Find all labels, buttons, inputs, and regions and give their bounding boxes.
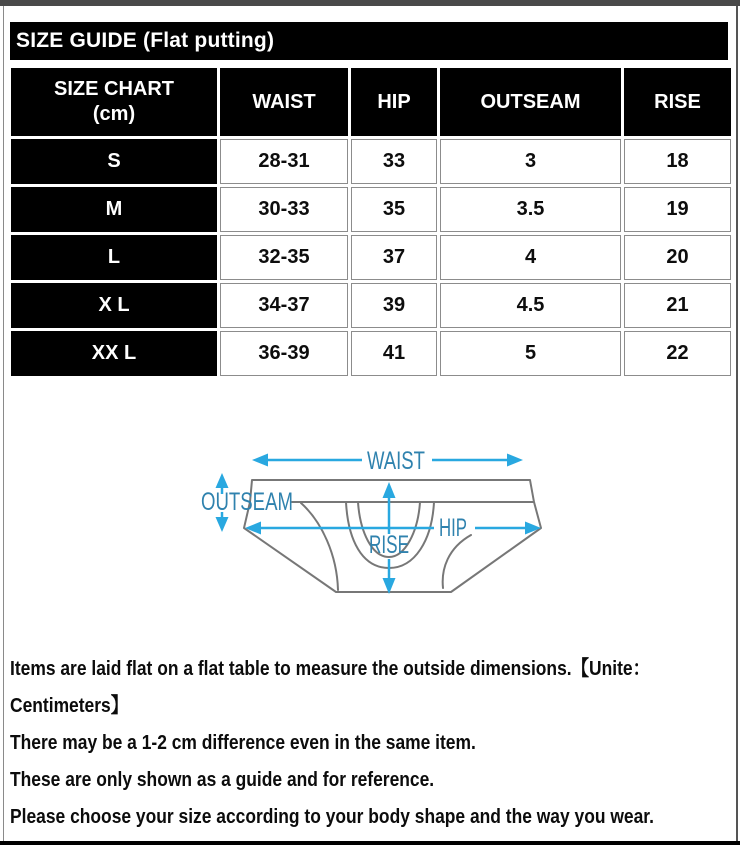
size-chart-table [8, 65, 734, 379]
cell-rise: 19 [624, 187, 731, 232]
right-border-line [736, 6, 738, 841]
cell-hip: 37 [351, 235, 437, 280]
cell-waist: 36-39 [220, 331, 348, 376]
cell-waist: 28-31 [220, 139, 348, 184]
cell-size: X L [11, 283, 217, 328]
note-line: There may be a 1-2 cm difference even in the same item. [10, 731, 476, 754]
table-row [11, 139, 731, 184]
note-line: These are only shown as a guide and for reference. [10, 768, 435, 791]
cell-rise: 22 [624, 331, 731, 376]
cell-outseam: 5 [440, 331, 621, 376]
bottom-border-strip [0, 841, 740, 845]
page-title: SIZE GUIDE (Flat putting) [16, 29, 275, 52]
cell-rise: 18 [624, 139, 731, 184]
left-border-line [3, 6, 4, 841]
cell-hip: 35 [351, 187, 437, 232]
cell-size: M [11, 187, 217, 232]
waist-label: WAIST [367, 447, 425, 475]
top-border-strip [0, 0, 740, 6]
header-rise: RISE [624, 68, 731, 136]
cell-size: XX L [11, 331, 217, 376]
table-row [11, 331, 731, 376]
header-outseam: OUTSEAM [440, 68, 621, 136]
note-line: Centimeters】 [10, 694, 129, 717]
cell-rise: 20 [624, 235, 731, 280]
size-guide-title-bar [10, 22, 728, 60]
cell-rise: 21 [624, 283, 731, 328]
header-waist: WAIST [220, 68, 348, 136]
cell-outseam: 4.5 [440, 283, 621, 328]
header-size-chart [11, 68, 217, 136]
cell-waist: 34-37 [220, 283, 348, 328]
table-row [11, 187, 731, 232]
table-header-row [11, 68, 731, 136]
cell-waist: 30-33 [220, 187, 348, 232]
measurement-notes [10, 650, 740, 835]
table-row [11, 283, 731, 328]
cell-size: L [11, 235, 217, 280]
hip-label: HIP [439, 514, 467, 542]
cell-hip: 39 [351, 283, 437, 328]
cell-hip: 33 [351, 139, 437, 184]
cell-waist: 32-35 [220, 235, 348, 280]
note-line: Please choose your size according to your body shape and the way you wear. [10, 805, 654, 828]
header-size-chart-line2: (cm) [92, 103, 136, 125]
cell-outseam: 3.5 [440, 187, 621, 232]
cell-hip: 41 [351, 331, 437, 376]
note-line: Items are laid flat on a flat table to measure the outside dimensions.【Unite： [10, 657, 651, 680]
header-size-chart-line1: SIZE CHART [54, 78, 174, 100]
cell-outseam: 4 [440, 235, 621, 280]
outseam-label: OUTSEAM [201, 488, 293, 516]
cell-outseam: 3 [440, 139, 621, 184]
table-row [11, 235, 731, 280]
rise-label: RISE [369, 531, 409, 559]
measurement-diagram [0, 430, 740, 670]
cell-size: S [11, 139, 217, 184]
header-hip: HIP [351, 68, 437, 136]
